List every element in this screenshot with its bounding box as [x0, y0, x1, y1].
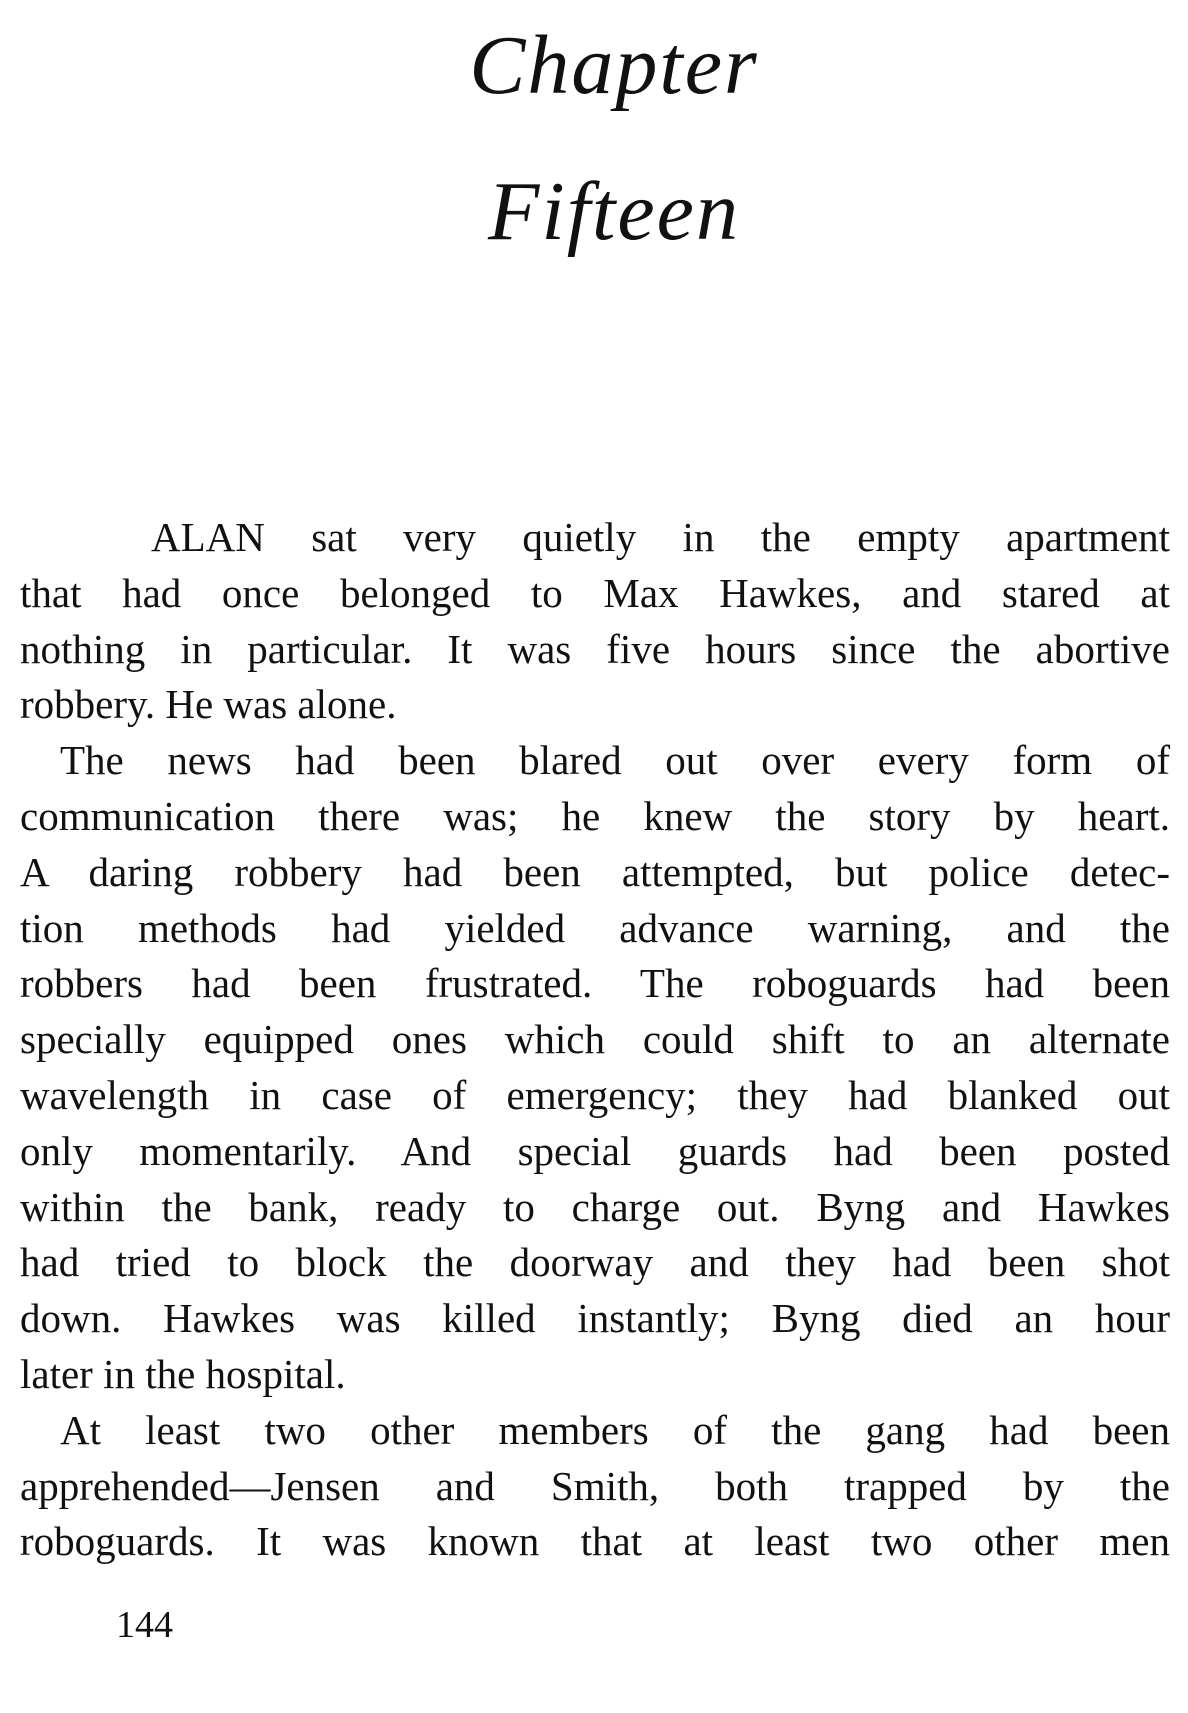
- chapter-number: Fifteen: [488, 165, 740, 258]
- text-line: only momentarily. And special guards had been posted: [20, 1127, 1170, 1174]
- text-line: apprehended—Jensen and Smith, both trapped by the: [20, 1462, 1170, 1509]
- chapter-label: Chapter: [469, 19, 759, 112]
- text-line: that had once belonged to Max Hawkes, and stared at: [20, 569, 1170, 616]
- text-line: down. Hawkes was killed instantly; Byng died an hour: [20, 1295, 1170, 1342]
- text-line: roboguards. It was known that at least two other men: [20, 1518, 1170, 1565]
- text-line: ALAN sat very quietly in the empty apartment: [151, 514, 1170, 560]
- text-line: robbery. He was alone.: [20, 681, 397, 728]
- text-line: communication there was; he knew the story by heart.: [20, 792, 1170, 839]
- text-line: within the bank, ready to charge out. Byng and Hawkes: [20, 1183, 1170, 1230]
- text-line: robbers had been frustrated. The roboguards had been: [20, 960, 1170, 1007]
- text-line: wavelength in case of emergency; they had blanked out: [20, 1071, 1170, 1118]
- text-line: had tried to block the doorway and they had been shot: [20, 1239, 1170, 1286]
- text-line: specially equipped ones which could shift to an alternate: [20, 1016, 1170, 1063]
- text-line: A daring robbery had been attempted, but police detec-: [20, 848, 1170, 895]
- text-line: later in the hospital.: [20, 1350, 346, 1397]
- text-line: tion methods had yielded advance warning, and the: [20, 904, 1170, 951]
- text-line: At least two other members of the gang had been: [60, 1406, 1170, 1453]
- text-line: The news had been blared out over every form of: [60, 737, 1170, 784]
- body-text: [20, 510, 1170, 1570]
- page-number: 144: [116, 1604, 173, 1646]
- text-line: nothing in particular. It was five hours since the abortive: [20, 625, 1170, 672]
